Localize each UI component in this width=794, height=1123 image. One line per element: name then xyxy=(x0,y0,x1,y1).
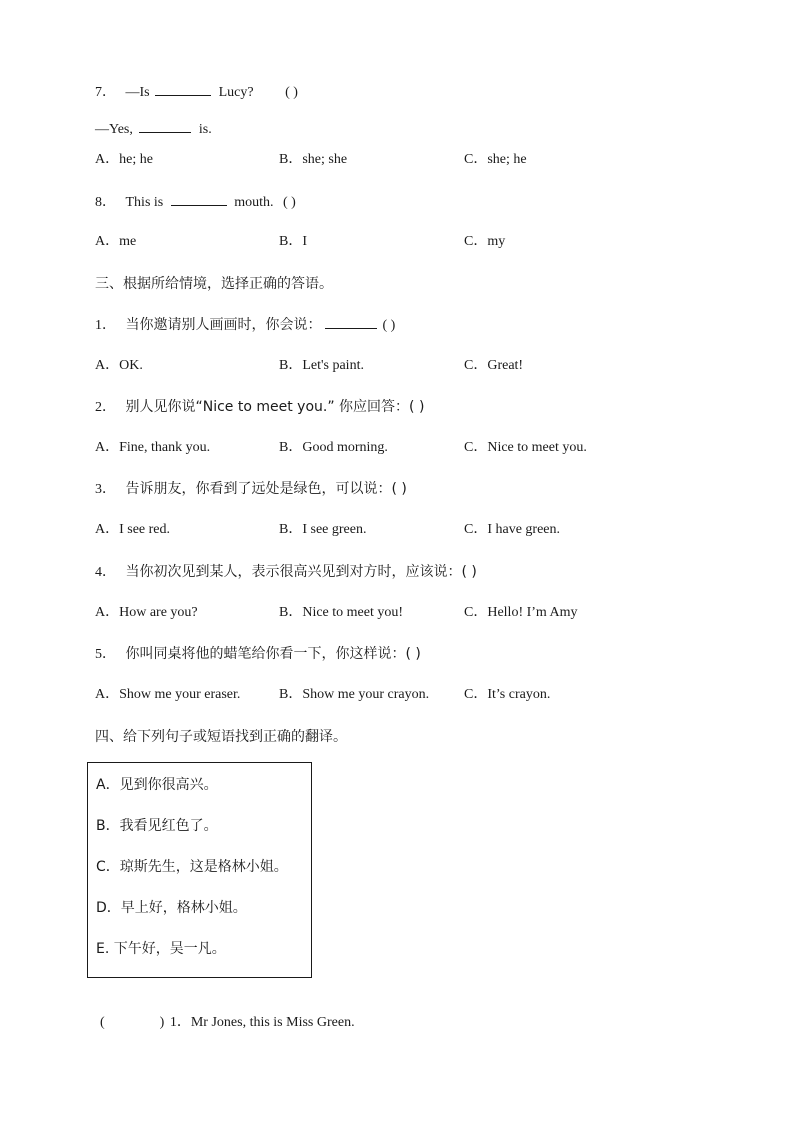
question-number: 8． xyxy=(95,195,116,210)
answer-paren: ( ) xyxy=(285,85,298,100)
option-c[interactable]: C．she; he xyxy=(464,152,527,167)
question-text: 当你初次见到某人，表示很高兴见到对方时，应该说：( ) xyxy=(125,564,477,580)
question-text: 别人见你说“Nice to meet you.” 你应回答：( ) xyxy=(125,399,425,415)
question-text: 你叫同桌将他的蜡笔给你看一下，你这样说：( ) xyxy=(125,646,421,662)
translation-options-box xyxy=(87,762,312,978)
answer-paren-close: ) xyxy=(159,1015,165,1030)
section-3-question-3 xyxy=(95,480,407,499)
option-c[interactable]: C．Nice to meet you. xyxy=(464,440,587,455)
item-text: 1．Mr Jones, this is Miss Green. xyxy=(169,1015,355,1030)
option-b[interactable]: B．she; she xyxy=(279,152,348,167)
question-number: 4． xyxy=(95,565,116,580)
option-b[interactable]: B．Let's paint. xyxy=(279,358,364,373)
answer-paren: ( ) xyxy=(283,195,296,210)
option-c[interactable]: C．my xyxy=(464,234,506,249)
question-number: 7． xyxy=(95,85,116,100)
answer-blank[interactable] xyxy=(139,119,191,133)
translation-option-e: E. 下午好，吴一凡。 xyxy=(96,941,226,957)
answer-prefix: —Yes, xyxy=(95,122,133,137)
question-suffix: Lucy? xyxy=(218,85,254,100)
question-prefix: This is xyxy=(125,195,164,210)
question-number: 1． xyxy=(95,318,116,333)
question-number: 5． xyxy=(95,647,116,662)
question-7-answer-line xyxy=(95,119,212,139)
answer-paren: ( ) xyxy=(382,318,396,333)
question-text: 当你邀请别人画画时，你会说： xyxy=(125,317,322,333)
section-4-title: 四、给下列句子或短语找到正确的翻译。 xyxy=(95,729,347,745)
option-c[interactable]: C．Hello! I’m Amy xyxy=(464,605,578,620)
answer-paren-open: ( xyxy=(100,1015,105,1030)
option-a[interactable]: A．he; he xyxy=(95,152,153,167)
option-a[interactable]: A．I see red. xyxy=(95,522,171,537)
question-7 xyxy=(95,82,298,102)
section-3-question-2 xyxy=(95,398,424,417)
question-number: 2． xyxy=(95,400,116,415)
option-a[interactable]: A．OK. xyxy=(95,358,143,373)
option-a[interactable]: A．me xyxy=(95,234,137,249)
translation-option-c: C．琼斯先生，这是格林小姐。 xyxy=(96,859,288,875)
translation-option-d: D．早上好，格林小姐。 xyxy=(96,900,247,916)
option-c[interactable]: C．It’s crayon. xyxy=(464,687,551,702)
section-3-question-5 xyxy=(95,645,421,664)
option-c[interactable]: C．Great! xyxy=(464,358,524,373)
question-8 xyxy=(95,192,296,212)
section-3-question-1 xyxy=(95,315,395,335)
option-b[interactable]: B．Nice to meet you! xyxy=(279,605,404,620)
option-b[interactable]: B．Good morning. xyxy=(279,440,388,455)
option-b[interactable]: B．I xyxy=(279,234,307,249)
translation-option-a: A．见到你很高兴。 xyxy=(96,777,218,793)
option-a[interactable]: A．How are you? xyxy=(95,605,198,620)
answer-blank[interactable] xyxy=(171,192,227,206)
option-a[interactable]: A．Fine, thank you. xyxy=(95,440,211,455)
answer-blank[interactable] xyxy=(325,315,377,329)
option-c[interactable]: C．I have green. xyxy=(464,522,561,537)
option-a[interactable]: A．Show me your eraser. xyxy=(95,687,241,702)
translation-item-1 xyxy=(100,1014,355,1032)
question-prefix: —Is xyxy=(125,85,150,100)
answer-suffix: is. xyxy=(198,122,212,137)
question-text: 告诉朋友，你看到了远处是绿色，可以说：( ) xyxy=(125,481,407,497)
translation-option-b: B．我看见红色了。 xyxy=(96,818,218,834)
answer-blank[interactable] xyxy=(155,82,211,96)
option-b[interactable]: B．I see green. xyxy=(279,522,367,537)
option-b[interactable]: B．Show me your crayon. xyxy=(279,687,430,702)
section-3-question-4 xyxy=(95,563,477,582)
section-3-title: 三、根据所给情境，选择正确的答语。 xyxy=(95,276,333,292)
question-suffix: mouth. xyxy=(234,195,274,210)
question-number: 3． xyxy=(95,482,116,497)
